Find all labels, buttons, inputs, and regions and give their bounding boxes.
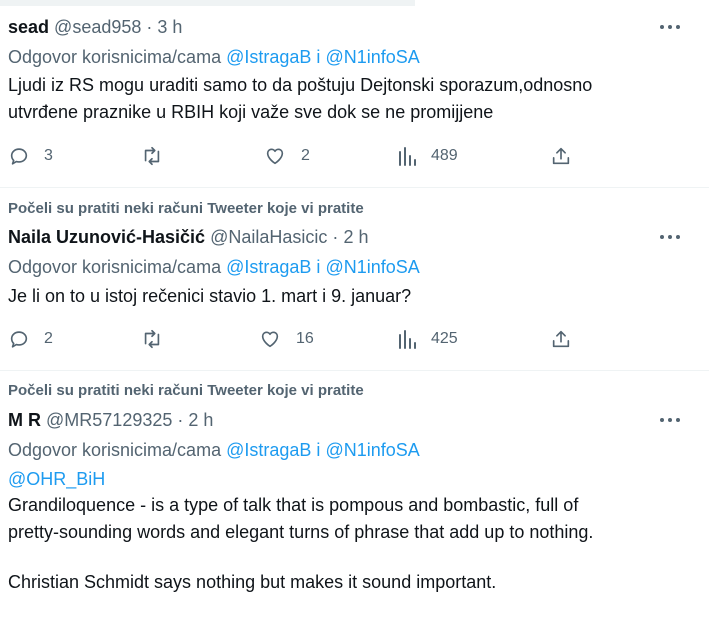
tweet-text-line: Ljudi iz RS mogu uraditi samo to da poštuju Dejtonski sporazum,odnosno [8, 75, 593, 95]
tweet-text-line: pretty-sounding words and elegant turns of phrase that add up to nothing. [8, 522, 594, 542]
author-handle[interactable]: @MR57129325 [46, 410, 173, 430]
heart-icon [258, 328, 282, 350]
views-button[interactable] [397, 327, 458, 351]
tweet-actions [0, 327, 709, 351]
mention-link[interactable]: @N1infoSA [325, 440, 420, 460]
mention-joiner: i [316, 440, 321, 460]
retweet-icon [140, 145, 164, 167]
reply-context [8, 257, 420, 278]
views-button[interactable] [397, 144, 458, 168]
separator: · [177, 410, 184, 430]
more-options-icon[interactable] [659, 18, 681, 36]
author-name[interactable]: Naila Uzunović-Hasičić [8, 227, 206, 247]
like-count: 2 [301, 147, 310, 164]
tweet[interactable] [0, 370, 709, 617]
author-handle[interactable]: @sead958 [54, 17, 142, 37]
author-name[interactable]: M R [8, 410, 41, 430]
share-button[interactable] [550, 327, 572, 351]
author-name[interactable]: sead [8, 17, 50, 37]
reply-icon [8, 145, 30, 167]
retweet-button[interactable] [140, 327, 164, 351]
reply-button[interactable] [8, 327, 53, 351]
mention-link[interactable]: @OHR_BiH [8, 469, 106, 489]
like-button[interactable] [258, 327, 314, 351]
tweet-text-line: utvrđene praznike u RBIH koji važe sve dok se ne promijjene [8, 102, 494, 122]
author-handle[interactable]: @NailaHasicic [210, 227, 328, 247]
like-button[interactable] [263, 144, 310, 168]
reply-context-extra [8, 469, 105, 490]
mention-joiner: i [316, 47, 321, 67]
tweet-header [8, 17, 182, 38]
reply-count: 3 [44, 147, 53, 164]
views-chart-icon [397, 328, 417, 350]
reply-button[interactable] [8, 144, 53, 168]
tweet-header [8, 410, 213, 431]
tweet-time[interactable]: 2 h [188, 410, 214, 430]
social-context: Počeli su pratiti neki računi Tweeter koje vi pratite [8, 382, 364, 399]
views-chart-icon [397, 145, 417, 167]
tweet-text-line: Je li on to u istoj rečenici stavio 1. mart i 9. januar? [8, 286, 412, 306]
reply-prefix: Odgovor korisnicima/cama [8, 257, 222, 277]
separator: · [332, 227, 339, 247]
tweet-header [8, 227, 368, 248]
mention-link[interactable]: @N1infoSA [325, 47, 420, 67]
more-options-icon[interactable] [659, 411, 681, 429]
tweet-actions [0, 144, 709, 168]
mention-link[interactable]: @N1infoSA [325, 257, 420, 277]
mention-link[interactable]: @IstragaB [226, 257, 312, 277]
more-options-icon[interactable] [659, 228, 681, 246]
tweet-time[interactable]: 2 h [343, 227, 369, 247]
views-count: 425 [431, 330, 458, 347]
heart-icon [263, 145, 287, 167]
tweet-text-line: Christian Schmidt says nothing but makes it sound important. [8, 572, 497, 592]
mention-link[interactable]: @IstragaB [226, 47, 312, 67]
reply-prefix: Odgovor korisnicima/cama [8, 47, 222, 67]
share-icon [550, 145, 572, 167]
reply-count: 2 [44, 330, 53, 347]
views-count: 489 [431, 147, 458, 164]
social-context: Počeli su pratiti neki računi Tweeter koje vi pratite [8, 200, 364, 217]
tweet-text-line: Grandiloquence - is a type of talk that is pompous and bombastic, full of [8, 495, 579, 515]
share-icon [550, 328, 572, 350]
mention-link[interactable]: @IstragaB [226, 440, 312, 460]
tweet-time[interactable]: 3 h [157, 17, 183, 37]
mention-joiner: i [316, 257, 321, 277]
reply-icon [8, 328, 30, 350]
reply-prefix: Odgovor korisnicima/cama [8, 440, 222, 460]
retweet-button[interactable] [140, 144, 164, 168]
retweet-icon [140, 328, 164, 350]
reply-context [8, 440, 420, 461]
share-button[interactable] [550, 144, 572, 168]
separator: · [146, 17, 153, 37]
reply-context [8, 47, 420, 68]
tweet[interactable] [0, 0, 709, 188]
like-count: 16 [296, 330, 314, 347]
tweet[interactable] [0, 187, 709, 371]
